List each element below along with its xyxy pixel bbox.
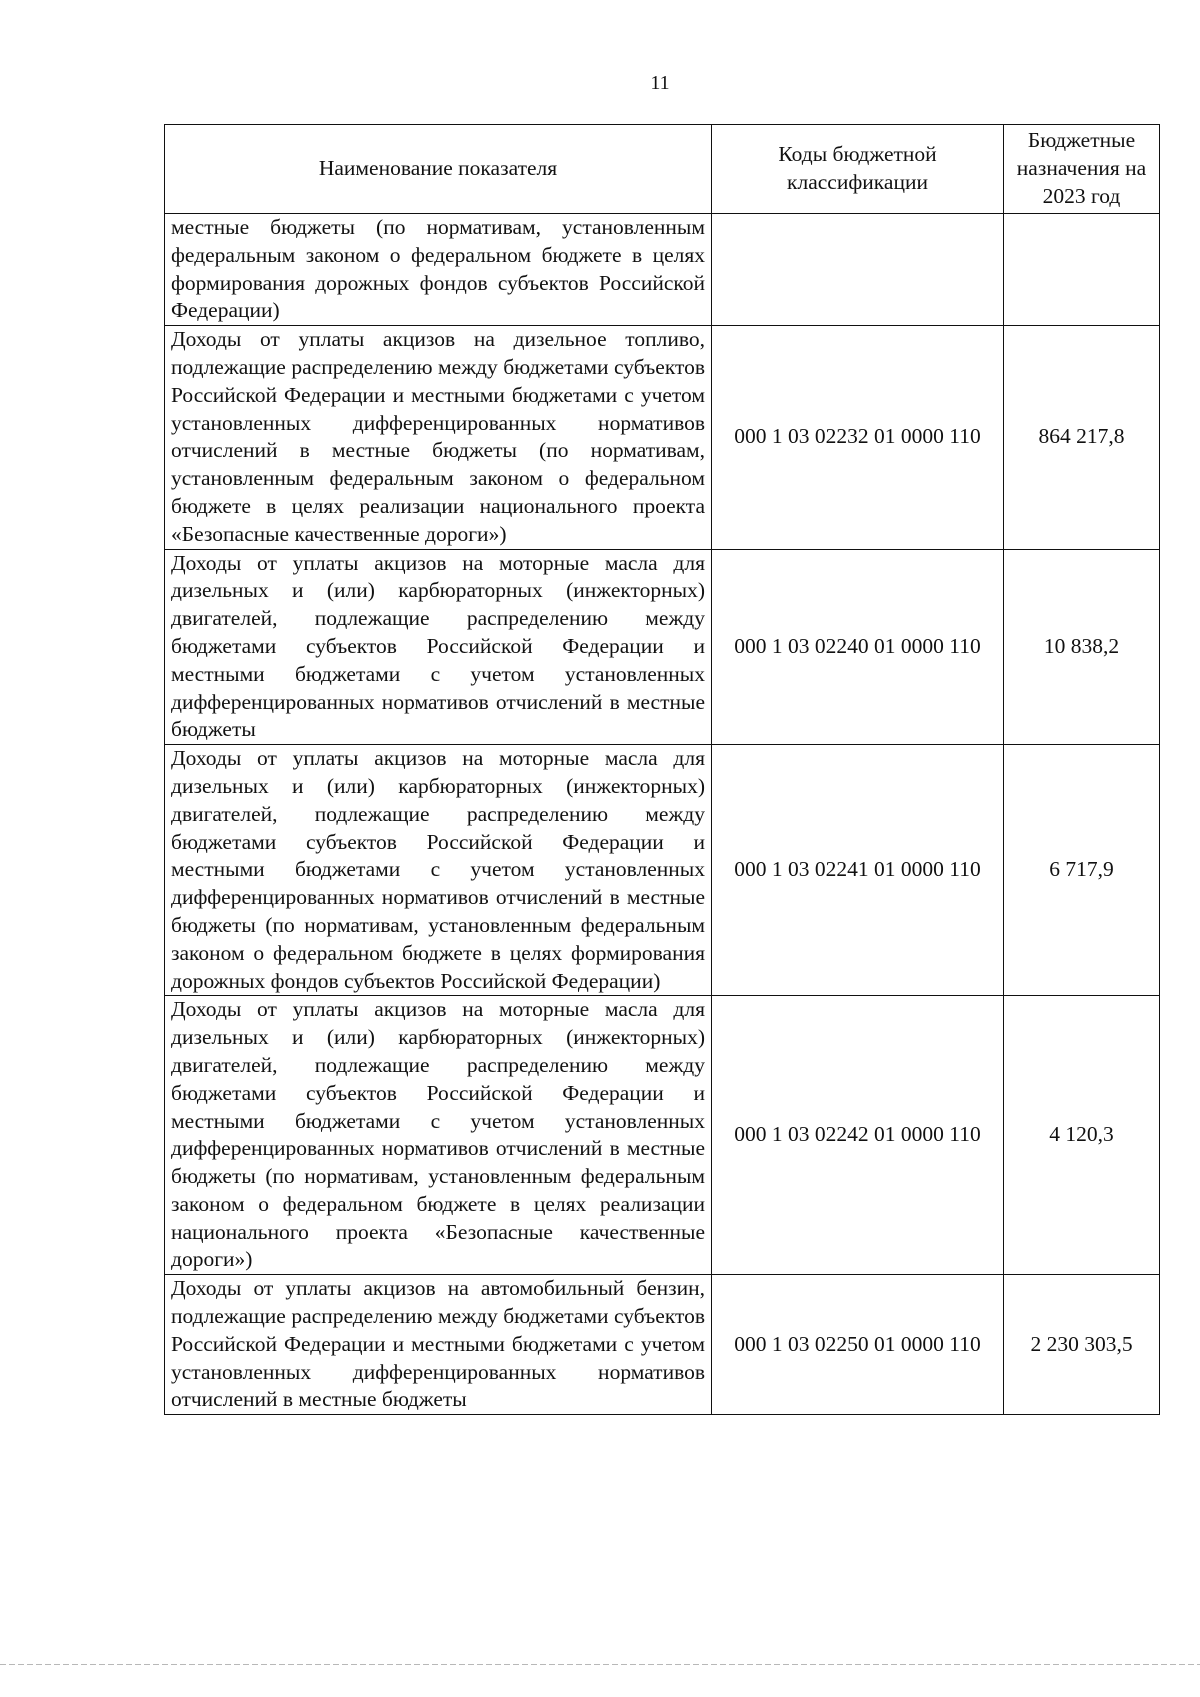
row-name: Доходы от уплаты акцизов на автомобильный бензин, подлежащие распределению между бюджетами субъектов Российской Федерации и местными бюджетами с учетом установленных дифференцированных нормативов отчислений в местные бюджеты [165, 1275, 712, 1415]
row-amount: 864 217,8 [1004, 326, 1160, 549]
table-row [165, 214, 1160, 326]
table-row [165, 549, 1160, 745]
row-name: Доходы от уплаты акцизов на моторные масла для дизельных и (или) карбюраторных (инжекторных) двигателей, подлежащие распределению между бюджетами субъектов Российской Федерации и местными бюджетами с учетом установленных дифференцированных нормативов отчислений в местные бюджеты (по нормативам, установленным федеральным законом о федеральном бюджете в целях формирования дорожных фондов субъектов Российской Федерации) [165, 745, 712, 996]
row-name: местные бюджеты (по нормативам, установленным федеральным законом о федеральном бюджете в целях формирования дорожных фондов субъектов Российской Федерации) [165, 214, 712, 326]
table-row [165, 1275, 1160, 1415]
table-row [165, 326, 1160, 549]
row-code: 000 1 03 02242 01 0000 110 [712, 996, 1004, 1275]
row-code: 000 1 03 02250 01 0000 110 [712, 1275, 1004, 1415]
scan-edge-line [0, 1664, 1200, 1665]
row-amount: 2 230 303,5 [1004, 1275, 1160, 1415]
header-name: Наименование показателя [165, 125, 712, 214]
page-number: 11 [650, 72, 670, 94]
header-code: Коды бюджетной классификации [712, 125, 1004, 214]
table-header-row [165, 125, 1160, 214]
row-code: 000 1 03 02241 01 0000 110 [712, 745, 1004, 996]
row-amount: 10 838,2 [1004, 549, 1160, 745]
header-amount: Бюджетные назначения на 2023 год [1004, 125, 1160, 214]
row-name: Доходы от уплаты акцизов на моторные масла для дизельных и (или) карбюраторных (инжекторных) двигателей, подлежащие распределению между бюджетами субъектов Российской Федерации и местными бюджетами с учетом установленных дифференцированных нормативов отчислений в местные бюджеты (по нормативам, установленным федеральным законом о федеральном бюджете в целях реализации национального проекта «Безопасные качественные дороги») [165, 996, 712, 1275]
table-row [165, 745, 1160, 996]
row-code [712, 214, 1004, 326]
row-name: Доходы от уплаты акцизов на моторные масла для дизельных и (или) карбюраторных (инжекторных) двигателей, подлежащие распределению между бюджетами субъектов Российской Федерации и местными бюджетами с учетом установленных дифференцированных нормативов отчислений в местные бюджеты [165, 549, 712, 745]
row-name: Доходы от уплаты акцизов на дизельное топливо, подлежащие распределению между бюджетами субъектов Российской Федерации и местными бюджетами с учетом установленных дифференцированных нормативов отчислений в местные бюджеты (по нормативам, установленным федеральным законом о федеральном бюджете в целях реализации национального проекта «Безопасные качественные дороги») [165, 326, 712, 549]
table-row [165, 996, 1160, 1275]
row-amount: 4 120,3 [1004, 996, 1160, 1275]
row-amount [1004, 214, 1160, 326]
budget-table [164, 124, 1160, 1415]
row-amount: 6 717,9 [1004, 745, 1160, 996]
row-code: 000 1 03 02232 01 0000 110 [712, 326, 1004, 549]
row-code: 000 1 03 02240 01 0000 110 [712, 549, 1004, 745]
